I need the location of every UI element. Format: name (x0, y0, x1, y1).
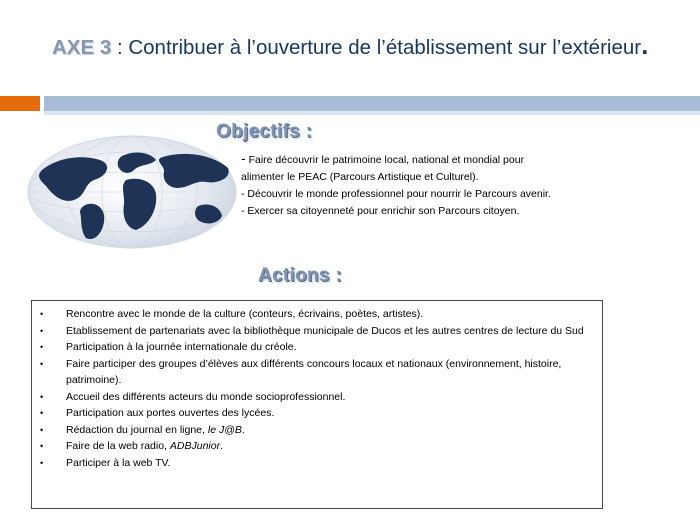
bullet-icon: • (40, 457, 44, 468)
list-item: • Faire de la web radio, ADBJunior. (40, 438, 594, 455)
slide-title (52, 30, 682, 60)
title-text: : Contribuer à l’ouverture de l’établissement sur l’extérieur (111, 36, 642, 59)
bullet-icon: • (40, 342, 44, 352)
actions-heading: Actions : (258, 265, 342, 286)
accent-bar-blue (44, 96, 700, 111)
bullet-icon: • (40, 441, 44, 451)
bullet-icon: • (40, 424, 44, 435)
list-item: • Accueil des différents acteurs du monde socioprofessionnel. (40, 389, 594, 406)
list-item: • Participer à la web TV. (40, 455, 594, 472)
bullet-icon: • (40, 309, 44, 319)
actions-box (31, 300, 603, 509)
list-item: • Rencontre avec le monde de la culture (conteurs, écrivains, poètes, artistes). (40, 306, 594, 323)
radio-name: ADBJunior (169, 440, 221, 452)
objectifs-line: - Exercer sa citoyenneté pour enrichir son Parcours citoyen. (241, 205, 520, 217)
bullet-icon: • (40, 391, 44, 402)
list-item: • Participation à la journée internationale du créole. (40, 339, 594, 356)
list-item: • Faire participer des groupes d’élèves aux différents concours locaux et nationaux (environnement, histoire, patrimoine). (40, 357, 562, 386)
journal-name: le J@B (207, 423, 242, 436)
objectifs-text (241, 150, 661, 220)
list-item: • Etablissement de partenariats avec la bibliothèque municipale de Ducos et les autres centres de lecture du Sud (40, 323, 594, 340)
objectifs-line: alimenter le PEAC (Parcours Artistique et Culturel). (241, 171, 479, 183)
accent-bar-strip (44, 111, 700, 115)
actions-list (40, 306, 594, 471)
list-item: • Rédaction du journal en ligne, le J@B. (40, 422, 594, 439)
objectifs-line: - Faire découvrir le patrimoine local, national et mondial pour (241, 150, 525, 166)
bullet-icon: • (40, 408, 44, 418)
objectifs-dash: - (241, 150, 246, 166)
accent-bar-orange (0, 96, 40, 111)
bullet-icon: • (40, 325, 44, 336)
title-dot: . (641, 30, 649, 60)
list-item: • Participation aux portes ouvertes des lycées. (40, 405, 594, 422)
objectifs-heading: Objectifs : (216, 121, 313, 142)
globe-icon (22, 130, 242, 255)
bullet-icon: • (40, 358, 44, 369)
title-axe: AXE 3 (52, 36, 112, 59)
objectifs-line: - Découvrir le monde professionnel pour nourrir le Parcours avenir. (241, 188, 551, 200)
